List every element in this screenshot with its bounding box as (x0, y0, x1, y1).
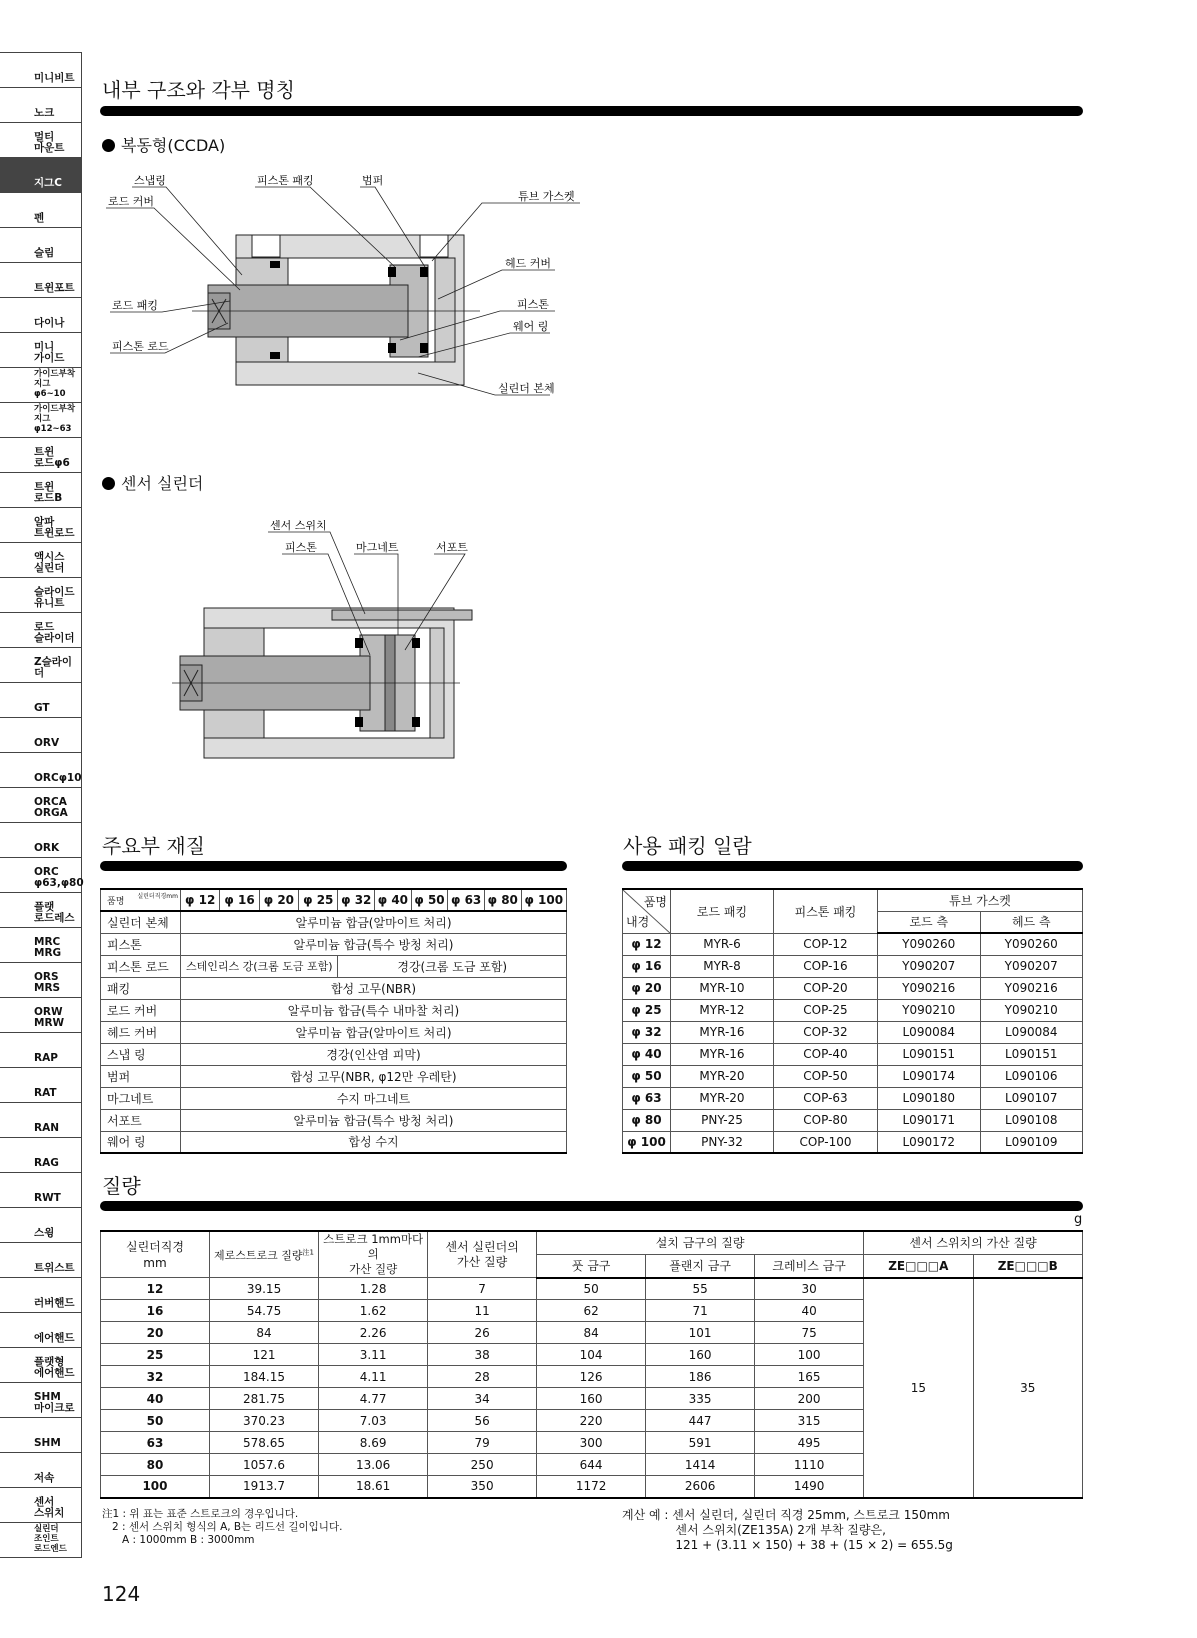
sidebar-tab[interactable]: 에어핸드 (0, 1312, 82, 1348)
label-rod-packing: 로드 패킹 (112, 299, 159, 312)
sidebar-tab[interactable]: ORC φ63,φ80 (0, 857, 82, 893)
bore-header: φ 63 (448, 889, 485, 911)
packing-tube-rod: L090174 (878, 1065, 981, 1087)
packing-bore: φ 50 (623, 1065, 671, 1087)
mass-flange: 591 (646, 1432, 755, 1454)
sidebar-tab[interactable]: 노크 (0, 87, 82, 123)
material-part-name: 마그네트 (101, 1087, 181, 1109)
material-value: 알루미늄 합금(특수 내마찰 처리) (181, 999, 567, 1021)
packing-piston: COP-32 (774, 1021, 878, 1043)
mass-clevis: 100 (755, 1344, 864, 1366)
sidebar-tab[interactable]: 트윈포트 (0, 262, 82, 298)
materials-row (101, 977, 567, 999)
materials-header-row (101, 889, 567, 911)
sidebar-tab[interactable]: 플랫 로드레스 (0, 892, 82, 928)
packing-bore: φ 12 (623, 933, 671, 955)
packing-tube-rod: Y090216 (878, 977, 981, 999)
materials-row (101, 1109, 567, 1131)
bullet-icon (102, 139, 115, 152)
packing-rod: MYR-6 (671, 933, 774, 955)
mass-col-per-mm: 스트로크 1mm마다의 가산 질량 (319, 1231, 428, 1278)
material-value: 알루미늄 합금(알마이트 처리) (181, 911, 567, 933)
bore-header: φ 40 (375, 889, 412, 911)
mass-col-clevis: 크레비스 금구 (755, 1254, 864, 1277)
label-head-cover: 헤드 커버 (505, 257, 552, 270)
packing-tube-rod: L090171 (878, 1109, 981, 1131)
mass-bore: 32 (101, 1366, 210, 1388)
sidebar-tab[interactable]: Z슬라이더 (0, 647, 82, 683)
mass-clevis: 30 (755, 1278, 864, 1300)
packing-row (623, 1109, 1083, 1131)
sidebar-tab[interactable]: ORW MRW (0, 997, 82, 1033)
sidebar-tab[interactable]: 스윙 (0, 1207, 82, 1243)
sidebar-tab[interactable]: GT (0, 682, 82, 718)
sidebar-tab[interactable]: RWT (0, 1172, 82, 1208)
sidebar-tab[interactable]: SHM (0, 1417, 82, 1453)
packing-row (623, 1043, 1083, 1065)
sidebar-tab[interactable]: 멀티 마운트 (0, 122, 82, 158)
sidebar-tab[interactable]: 트윈 로드B (0, 472, 82, 508)
mass-bore: 100 (101, 1476, 210, 1498)
mass-col-mount: 설치 금구의 질량 (537, 1231, 864, 1254)
mass-flange: 335 (646, 1388, 755, 1410)
packing-bore: φ 16 (623, 955, 671, 977)
mass-clevis: 200 (755, 1388, 864, 1410)
bore-header: φ 32 (338, 889, 375, 911)
sidebar-tab[interactable]: 러버핸드 (0, 1277, 82, 1313)
materials-title: 주요부 재질 (102, 834, 205, 858)
mass-foot: 644 (537, 1454, 646, 1476)
mass-zero: 184.15 (209, 1366, 318, 1388)
packing-piston: COP-12 (774, 933, 878, 955)
mass-sensor: 11 (428, 1300, 537, 1322)
material-part-name: 스냅 링 (101, 1043, 181, 1065)
sidebar-tab[interactable]: RAT (0, 1067, 82, 1103)
packing-tube-rod: L090180 (878, 1087, 981, 1109)
packing-tube-head: Y090216 (980, 977, 1083, 999)
packing-row (623, 999, 1083, 1021)
mass-sensor: 7 (428, 1278, 537, 1300)
material-part-name: 헤드 커버 (101, 1021, 181, 1043)
materials-row (101, 1021, 567, 1043)
label-support: 서포트 (436, 541, 468, 554)
sidebar-tab[interactable]: SHM 마이크로 (0, 1382, 82, 1418)
materials-row (101, 911, 567, 933)
packing-bore: φ 80 (623, 1109, 671, 1131)
label-piston-packing: 피스톤 패킹 (257, 175, 314, 187)
packing-bore: φ 25 (623, 999, 671, 1021)
mass-foot: 300 (537, 1432, 646, 1454)
ccda-diagram (100, 175, 620, 425)
material-part-name: 웨어 링 (101, 1131, 181, 1153)
mass-foot: 50 (537, 1278, 646, 1300)
sidebar-tab[interactable]: 가이드부착지그 φ6~10 (0, 367, 82, 403)
mass-flange: 71 (646, 1300, 755, 1322)
materials-header-item: 품명 실린더직경mm (101, 889, 181, 911)
mass-foot: 126 (537, 1366, 646, 1388)
packing-row (623, 1131, 1083, 1153)
ccda-title: 복동형(CCDA) (102, 133, 225, 156)
material-value: 스테인리스 강(크롬 도금 포함) (181, 955, 338, 977)
material-part-name: 패킹 (101, 977, 181, 999)
mass-bore: 50 (101, 1410, 210, 1432)
material-value: 합성 고무(NBR, φ12만 우레탄) (181, 1065, 567, 1087)
packing-row (623, 1021, 1083, 1043)
sidebar-tab[interactable]: ORCφ10 (0, 752, 82, 788)
mass-sensor: 250 (428, 1454, 537, 1476)
mass-bore: 80 (101, 1454, 210, 1476)
packing-tube-rod: L090172 (878, 1131, 981, 1153)
sidebar-tab[interactable]: 플랫형 에어핸드 (0, 1347, 82, 1383)
mass-flange: 160 (646, 1344, 755, 1366)
bore-header: φ 12 (181, 889, 220, 911)
materials-row (101, 1131, 567, 1153)
mass-clevis: 315 (755, 1410, 864, 1432)
packing-piston: COP-40 (774, 1043, 878, 1065)
bore-header: φ 16 (220, 889, 259, 911)
packing-rod: MYR-20 (671, 1087, 774, 1109)
materials-rule (100, 861, 567, 871)
mass-flange: 447 (646, 1410, 755, 1432)
material-value: 알루미늄 합금(특수 방청 처리) (181, 933, 567, 955)
packing-tube-rod: L090084 (878, 1021, 981, 1043)
mass-sensor: 26 (428, 1322, 537, 1344)
sidebar-tab[interactable]: RAN (0, 1102, 82, 1138)
material-value: 합성 수지 (181, 1131, 567, 1153)
material-value: 수지 마그네트 (181, 1087, 567, 1109)
title-rule (100, 106, 1083, 116)
sidebar-tab[interactable]: 저속 (0, 1452, 82, 1488)
mass-clevis: 1110 (755, 1454, 864, 1476)
sidebar-tab[interactable]: ORS MRS (0, 962, 82, 998)
mass-title: 질량 (102, 1174, 141, 1198)
packing-tube-head: L090106 (980, 1065, 1083, 1087)
packing-row (623, 977, 1083, 999)
label-bumper: 범퍼 (362, 175, 384, 187)
material-value: 합성 고무(NBR) (181, 977, 567, 999)
mass-per-mm: 3.11 (319, 1344, 428, 1366)
bore-header: φ 50 (411, 889, 448, 911)
packing-col-rod: 로드 패킹 (671, 889, 774, 933)
mass-bore: 12 (101, 1278, 210, 1300)
sidebar-tab[interactable]: 알파 트윈로드 (0, 507, 82, 543)
packing-tube-head: L090109 (980, 1131, 1083, 1153)
material-part-name: 실린더 본체 (101, 911, 181, 933)
mass-sensor: 56 (428, 1410, 537, 1432)
mass-per-mm: 1.28 (319, 1278, 428, 1300)
sidebar-tab[interactable]: RAG (0, 1137, 82, 1173)
material-value: 경강(크롬 도금 포함) (338, 955, 567, 977)
sidebar-tab[interactable]: 지그C (0, 157, 82, 193)
mass-unit: g (1074, 1212, 1083, 1227)
sensor-title: 센서 실린더 (102, 471, 203, 494)
material-value: 경강(인산염 피막) (181, 1043, 567, 1065)
materials-row (101, 955, 567, 977)
material-value: 알루미늄 합금(특수 방청 처리) (181, 1109, 567, 1131)
bore-header: φ 100 (521, 889, 566, 911)
label-snap-ring: 스냅링 (134, 175, 166, 187)
mass-zero: 54.75 (209, 1300, 318, 1322)
mass-ze-b-value: 35 (973, 1278, 1082, 1498)
packing-rod: MYR-12 (671, 999, 774, 1021)
mass-bore: 40 (101, 1388, 210, 1410)
material-part-name: 범퍼 (101, 1065, 181, 1087)
label-piston-rod: 피스톤 로드 (112, 340, 169, 353)
packing-bore: φ 20 (623, 977, 671, 999)
materials-row (101, 1043, 567, 1065)
mass-zero: 39.15 (209, 1278, 318, 1300)
packing-piston: COP-100 (774, 1131, 878, 1153)
bore-header: φ 25 (299, 889, 338, 911)
mass-sensor: 34 (428, 1388, 537, 1410)
packing-piston: COP-50 (774, 1065, 878, 1087)
packing-row (623, 933, 1083, 955)
mass-foot: 62 (537, 1300, 646, 1322)
label-cylinder-body: 실린더 본체 (498, 382, 555, 395)
mass-flange: 55 (646, 1278, 755, 1300)
mass-zero: 1913.7 (209, 1476, 318, 1498)
mass-foot: 84 (537, 1322, 646, 1344)
sidebar-tab[interactable]: 미니비트 (0, 52, 82, 88)
mass-per-mm: 1.62 (319, 1300, 428, 1322)
mass-flange: 101 (646, 1322, 755, 1344)
material-part-name: 피스톤 로드 (101, 955, 181, 977)
packing-col-tube-head: 헤드 측 (980, 911, 1083, 933)
mass-clevis: 495 (755, 1432, 864, 1454)
mass-col-bore: 실린더직경 mm (101, 1231, 210, 1278)
packing-rule (622, 861, 1083, 871)
mass-foot: 1172 (537, 1476, 646, 1498)
packing-rod: PNY-32 (671, 1131, 774, 1153)
mass-bore: 25 (101, 1344, 210, 1366)
label-magnet: 마그네트 (356, 541, 399, 554)
sidebar-tab[interactable]: 트위스트 (0, 1242, 82, 1278)
packing-bore: φ 40 (623, 1043, 671, 1065)
mass-col-sensor-sw: 센서 스위치의 가산 질량 (864, 1231, 1083, 1254)
sensor-diagram (160, 520, 480, 765)
packing-piston: COP-80 (774, 1109, 878, 1131)
mass-zero: 84 (209, 1322, 318, 1344)
packing-tube-head: L090151 (980, 1043, 1083, 1065)
packing-rod: MYR-8 (671, 955, 774, 977)
mass-per-mm: 13.06 (319, 1454, 428, 1476)
mass-bore: 63 (101, 1432, 210, 1454)
sidebar-index (0, 52, 82, 1557)
mass-flange: 186 (646, 1366, 755, 1388)
mass-bore: 16 (101, 1300, 210, 1322)
label-rod-cover: 로드 커버 (108, 195, 155, 208)
packing-rod: PNY-25 (671, 1109, 774, 1131)
material-value: 알루미늄 합금(알마이트 처리) (181, 1021, 567, 1043)
sidebar-tab[interactable]: 센서 스위치 (0, 1487, 82, 1523)
packing-rod: MYR-10 (671, 977, 774, 999)
packing-tube-rod: Y090260 (878, 933, 981, 955)
page-number: 124 (102, 1582, 141, 1606)
mass-zero: 281.75 (209, 1388, 318, 1410)
mass-col-ze-a: ZE□□□A (864, 1254, 973, 1277)
mass-zero: 370.23 (209, 1410, 318, 1432)
sidebar-tab[interactable]: RAP (0, 1032, 82, 1068)
packing-tube-head: Y090207 (980, 955, 1083, 977)
packing-tube-rod: L090151 (878, 1043, 981, 1065)
sidebar-tab[interactable]: ORK (0, 822, 82, 858)
packing-tube-head: L090084 (980, 1021, 1083, 1043)
sidebar-tab[interactable]: ORV (0, 717, 82, 753)
sidebar-tab[interactable]: ORCA ORGA (0, 787, 82, 823)
packing-col-piston: 피스톤 패킹 (774, 889, 878, 933)
mass-ze-a-value: 15 (864, 1278, 973, 1498)
mass-per-mm: 4.77 (319, 1388, 428, 1410)
sidebar-tab[interactable]: 다이나 (0, 297, 82, 333)
packing-piston: COP-16 (774, 955, 878, 977)
material-part-name: 피스톤 (101, 933, 181, 955)
mass-clevis: 40 (755, 1300, 864, 1322)
material-part-name: 로드 커버 (101, 999, 181, 1021)
mass-clevis: 75 (755, 1322, 864, 1344)
structure-title: 내부 구조와 각부 명칭 (102, 78, 295, 102)
sidebar-tab[interactable]: 미니 가이드 (0, 332, 82, 368)
packing-bore: φ 32 (623, 1021, 671, 1043)
mass-foot: 160 (537, 1388, 646, 1410)
packing-tube-rod: Y090210 (878, 999, 981, 1021)
mass-clevis: 165 (755, 1366, 864, 1388)
mass-col-zero: 제로스트로크 질량$^{注1}$ (209, 1231, 318, 1278)
packing-tube-head: L090108 (980, 1109, 1083, 1131)
sidebar-tab[interactable]: 실린더 조인트 로드엔드 (0, 1522, 82, 1558)
sidebar-tab[interactable]: 펜 (0, 192, 82, 228)
sidebar-tab[interactable]: 슬라이드 유니트 (0, 577, 82, 613)
packing-header-corner: 품명 내경 (623, 889, 671, 933)
label-piston: 피스톤 (517, 298, 549, 311)
mass-clevis: 1490 (755, 1476, 864, 1498)
label-sensor-switch: 센서 스위치 (270, 520, 327, 532)
mass-col-foot: 풋 금구 (537, 1254, 646, 1277)
mass-flange: 1414 (646, 1454, 755, 1476)
packing-row (623, 1065, 1083, 1087)
packing-rod: MYR-16 (671, 1021, 774, 1043)
materials-row (101, 999, 567, 1021)
mass-per-mm: 4.11 (319, 1366, 428, 1388)
sidebar-tab[interactable]: 슬림 (0, 227, 82, 263)
packing-rod: MYR-20 (671, 1065, 774, 1087)
mass-zero: 1057.6 (209, 1454, 318, 1476)
mass-foot: 220 (537, 1410, 646, 1432)
mass-zero: 121 (209, 1344, 318, 1366)
mass-rule (100, 1201, 1083, 1211)
mass-per-mm: 7.03 (319, 1410, 428, 1432)
sidebar-tab[interactable]: 트윈 로드φ6 (0, 437, 82, 473)
label-tube-gasket: 튜브 가스켓 (518, 190, 575, 203)
packing-tube-rod: Y090207 (878, 955, 981, 977)
packing-piston: COP-63 (774, 1087, 878, 1109)
mass-table (100, 1230, 1083, 1499)
mass-col-sensor-cyl: 센서 실린더의 가산 질량 (428, 1231, 537, 1278)
packing-col-tube: 튜브 가스켓 (878, 889, 1083, 911)
label-sensor-piston: 피스톤 (285, 541, 317, 554)
bullet-icon (102, 477, 115, 490)
packing-table (622, 888, 1083, 1154)
packing-row (623, 1087, 1083, 1109)
packing-rod: MYR-16 (671, 1043, 774, 1065)
packing-tube-head: Y090210 (980, 999, 1083, 1021)
packing-row (623, 955, 1083, 977)
bore-header: φ 80 (484, 889, 521, 911)
packing-piston: COP-20 (774, 977, 878, 999)
packing-tube-head: L090107 (980, 1087, 1083, 1109)
mass-sensor: 38 (428, 1344, 537, 1366)
packing-bore: φ 100 (623, 1131, 671, 1153)
packing-piston: COP-25 (774, 999, 878, 1021)
mass-zero: 578.65 (209, 1432, 318, 1454)
packing-bore: φ 63 (623, 1087, 671, 1109)
mass-flange: 2606 (646, 1476, 755, 1498)
packing-title: 사용 패킹 일람 (623, 834, 752, 858)
mass-per-mm: 2.26 (319, 1322, 428, 1344)
mass-per-mm: 18.61 (319, 1476, 428, 1498)
sidebar-tab[interactable]: 로드 슬라이더 (0, 612, 82, 648)
mass-col-flange: 플랜지 금구 (646, 1254, 755, 1277)
bore-header: φ 20 (259, 889, 298, 911)
mass-sensor: 350 (428, 1476, 537, 1498)
material-part-name: 서포트 (101, 1109, 181, 1131)
mass-sensor: 28 (428, 1366, 537, 1388)
mass-bore: 20 (101, 1322, 210, 1344)
mass-notes: 注1 : 위 표는 표준 스트로크의 경우입니다. 2 : 센서 스위치 형식의 A, B는 리드선 길이입니다. A : 1000mm B : 3000mm (102, 1508, 343, 1546)
materials-table (100, 888, 567, 1154)
mass-row (101, 1278, 1083, 1300)
mass-per-mm: 8.69 (319, 1432, 428, 1454)
sidebar-tab[interactable]: MRC MRG (0, 927, 82, 963)
label-wear-ring: 웨어 링 (513, 320, 549, 333)
mass-col-ze-b: ZE□□□B (973, 1254, 1082, 1277)
materials-row (101, 1065, 567, 1087)
sidebar-tab[interactable]: 가이드부착지그 φ12~63 (0, 402, 82, 438)
materials-row (101, 933, 567, 955)
mass-sensor: 79 (428, 1432, 537, 1454)
sidebar-tab[interactable]: 액시스 실린더 (0, 542, 82, 578)
materials-row (101, 1087, 567, 1109)
packing-tube-head: Y090260 (980, 933, 1083, 955)
packing-col-tube-rod: 로드 측 (878, 911, 981, 933)
mass-foot: 104 (537, 1344, 646, 1366)
mass-calc-example: 계산 예 : 센서 실린더, 실린더 직경 25mm, 스트로크 150mm 센서 스위치(ZE135A) 2개 부착 질량은, 121 + (3.11 × 150) + 38 + (15 × 2) = 655.5g (622, 1508, 953, 1552)
